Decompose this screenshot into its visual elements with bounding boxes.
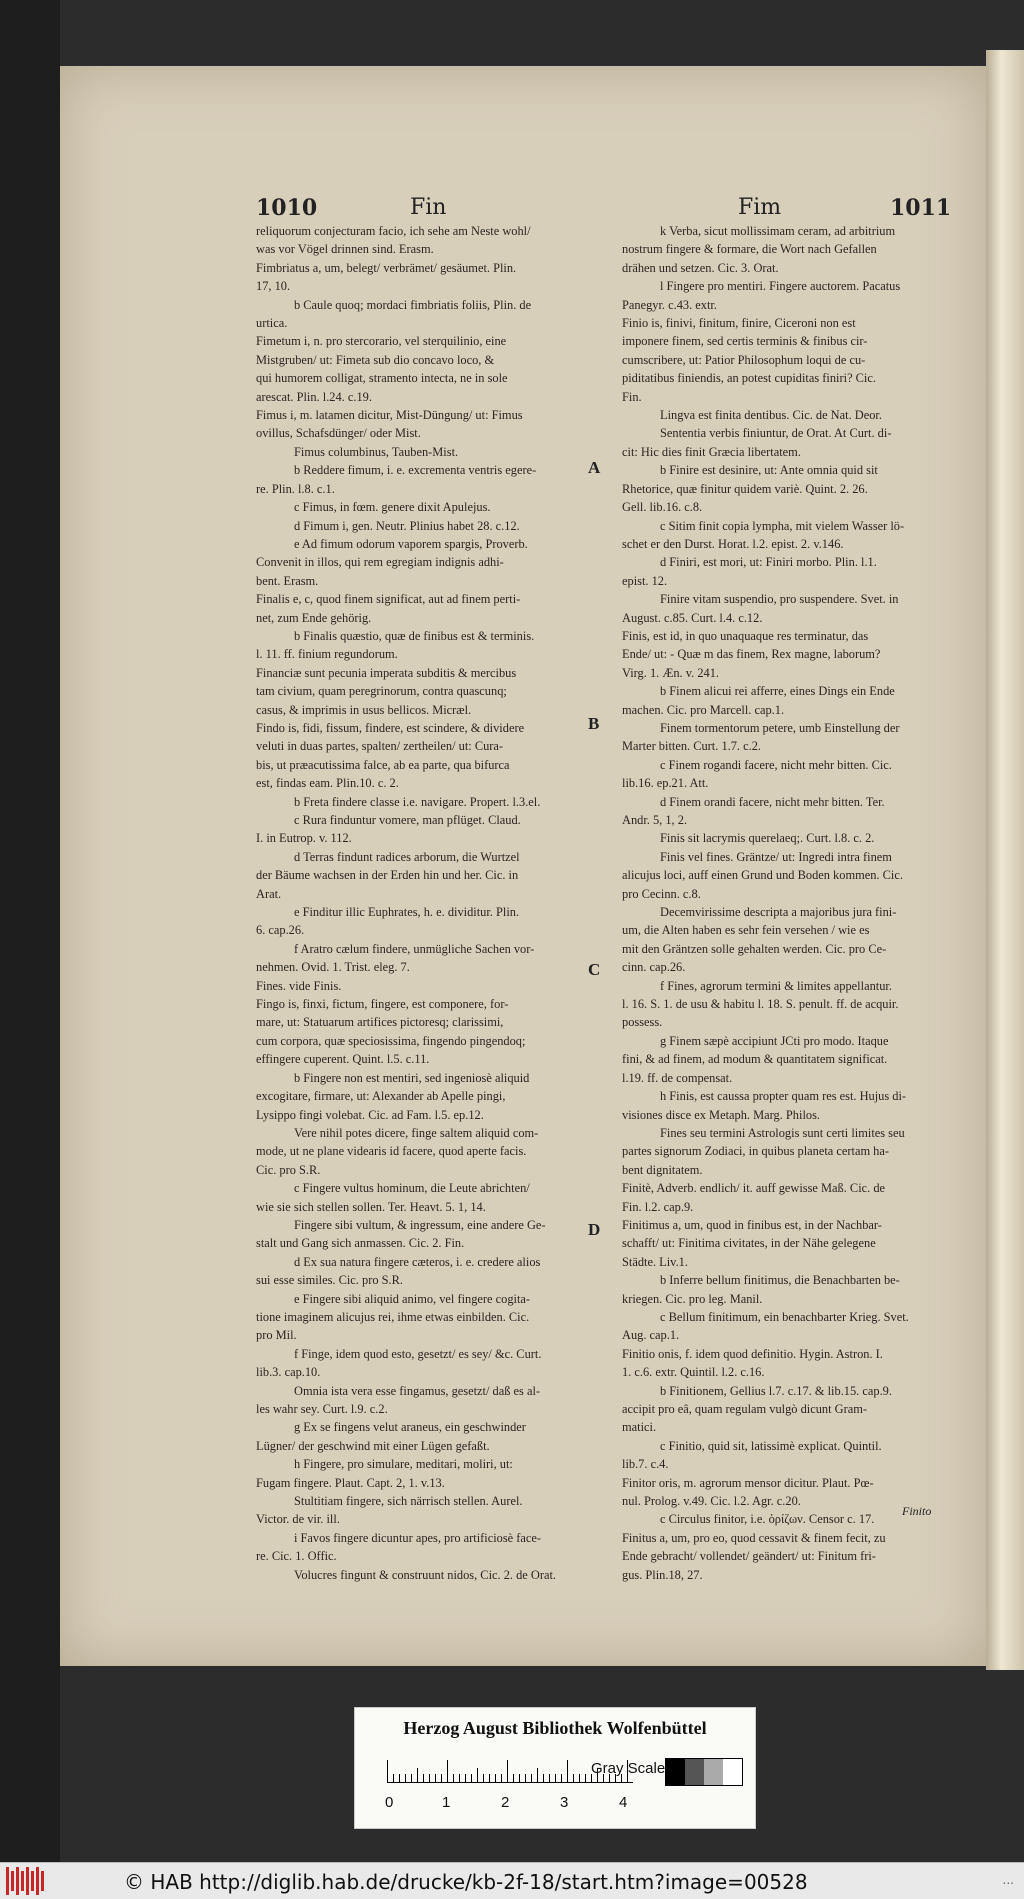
left-column-line: Fimus i, m. latamen dicitur, Mist-Düngung/ ut: Fimus [256,408,523,423]
right-column-line: Finitor oris, m. agrorum mensor dicitur. Plaut. Pœ- [622,1475,874,1490]
left-column-line: bent. Erasm. [256,573,319,588]
left-column-line: Lügner/ der geschwind mit einer Lügen gefaßt. [256,1438,490,1453]
left-column-line: Findo is, fidi, fissum, findere, est scindere, & dividere [256,720,525,735]
catchword: Finito [902,1504,932,1518]
ruler-tick [453,1774,454,1782]
library-name: Herzog August Bibliothek Wolfenbüttel [403,1718,707,1738]
ruler-tick [399,1774,400,1782]
left-column-line: Stultitiam fingere, sich närrisch stellen. Aurel. [294,1494,523,1509]
left-column-line: d Terras findunt radices arborum, die Wurtzel [294,849,520,864]
right-column-line: c Bellum finitimum, ein benachbarter Krieg. Svet. [660,1309,909,1324]
right-column-line: Virg. 1. Æn. v. 241. [622,665,720,680]
ruler-tick [525,1774,526,1782]
right-text-column [622,222,938,1584]
left-column-line: Vere nihil potes dicere, finge saltem aliquid com- [294,1125,539,1140]
ruler-tick [393,1774,394,1782]
right-column-line: k Verba, sicut mollissimam ceram, ad arbitrium [660,224,896,238]
right-column-line: kriegen. Cic. pro leg. Manil. [622,1291,763,1306]
ruler-number-1: 1 [442,1794,451,1811]
left-column-line: Financiæ sunt pecunia imperata subditis & mercibus [256,665,517,680]
left-column-line: b Caule quoq; mordaci fimbriatis foliis, Plin. de [294,297,532,312]
left-column-line: Fingo is, finxi, fictum, fingere, est componere, for- [256,997,509,1012]
gray-swatch [666,1759,685,1785]
ruler-tick [531,1774,532,1782]
hab-logo-icon[interactable] [6,1867,46,1895]
ruler-tick [579,1774,580,1782]
ruler-tick [585,1774,586,1782]
right-column-line: Fines seu termini Astrologis sunt certi limites seu [660,1125,905,1140]
logo-bar [11,1871,14,1891]
left-column-line: Victor. de vir. ill. [256,1512,340,1527]
left-column-line: g Ex se fingens velut araneus, ein geschwinder [294,1420,526,1435]
gray-swatch [723,1759,742,1785]
left-column-line: Mistgruben/ ut: Fimeta sub dio concavo loco, & [256,352,495,367]
ruler-baseline [387,1782,633,1783]
ruler-tick [549,1774,550,1782]
right-column-line: fini, & ad finem, ad modum & quantitatem significat. [622,1052,888,1067]
ruler-tick [429,1774,430,1782]
right-column-line: piditatibus finiendis, an potest cupiditas finiri? Cic. [622,371,876,386]
left-column-line: Fingere sibi vultum, & ingressum, eine andere Ge- [294,1217,546,1232]
ruler-tick [411,1774,412,1782]
right-column-line: Finitio onis, f. idem quod definitio. Hygin. Astron. I. [622,1346,883,1361]
right-column-line: matici. [622,1420,657,1435]
left-page-number: 1010 [256,195,318,221]
left-column-line: Fines. vide Finis. [256,978,342,993]
page-spine-edge [986,50,1024,1670]
right-column-line: 1. c.6. extr. Quintil. l.2. c.16. [622,1365,765,1380]
right-column-line: Sententia verbis finiuntur, de Orat. At Curt. di- [660,426,892,441]
gray-swatch [685,1759,704,1785]
section-letter-a: A [588,458,601,477]
right-column-line: c Sitim finit copia lympha, mit vielem Wasser lö- [660,518,905,533]
ruler-tick [387,1760,388,1782]
left-column-line: b Finalis quæstio, quæ de finibus est & terminis. [294,628,535,643]
right-column-line: Finitus a, um, pro eo, quod cessavit & finem fecit, zu [622,1530,886,1545]
more-icon[interactable]: ... [1002,1873,1014,1887]
logo-bar [41,1871,44,1891]
right-column-line: Rhetorice, quæ finitur quidem variè. Quint. 2. 26. [622,481,868,496]
logo-bar [31,1871,34,1891]
left-column-line: b Fingere non est mentiri, sed ingeniosè aliquid [294,1070,530,1085]
ruler-tick [489,1774,490,1782]
left-column-line: urtica. [256,316,288,331]
right-column-line: Finire vitam suspendio, pro suspendere. Svet. in [660,592,899,607]
left-column-line: Volucres fingunt & construunt nidos, Cic. 2. de Orat. [294,1567,557,1582]
ruler-tick [573,1774,574,1782]
left-column-line: c Fimus, in fœm. genere dixit Apulejus. [294,500,491,515]
right-column-line: alicujus loci, auff einen Grund und Boden kommen. Cic. [622,868,903,883]
right-column-line: Aug. cap.1. [622,1328,680,1343]
viewer-footer-bar [0,1862,1024,1899]
right-column-line: pro Cecinn. c.8. [622,886,701,901]
left-column-line: der Bäume wachsen in der Erden hin und her. Cic. in [256,868,519,883]
left-column-line: Omnia ista vera esse fingamus, gesetzt/ daß es al- [294,1383,541,1398]
right-column-line: l.19. ff. de compensat. [622,1070,733,1085]
ruler-tick [417,1768,418,1782]
ruler-tick [447,1760,448,1782]
copyright-url[interactable]: © HAB http://diglib.hab.de/drucke/kb-2f-18/start.htm?image=00528 [124,1870,808,1894]
ruler-tick [495,1774,496,1782]
right-page-number: 1011 [890,195,952,221]
right-column-line: nul. Prolog. v.49. Cic. l.2. Agr. c.20. [622,1494,801,1509]
right-column-line: possess. [622,1015,663,1030]
left-column-line: 6. cap.26. [256,923,305,938]
ruler-tick [507,1760,508,1782]
ruler-number-2: 2 [501,1794,510,1811]
left-column-line: Convenit in illos, qui rem egregiam indignis adhi- [256,555,504,570]
section-letter-b: B [588,714,600,733]
left-column-line: arescat. Plin. l.24. c.19. [256,389,372,404]
right-column-line: Finem tormentorum petere, umb Einstellung der [660,720,900,735]
right-column-line: Decemvirissime descripta a majoribus jura fini- [660,905,897,920]
right-column-line: Panegyr. c.43. extr. [622,297,717,312]
right-running-head: Fim [738,195,782,220]
right-column-line: gus. Plin.18, 27. [622,1567,703,1582]
left-column-line: ovillus, Schafsdünger/ oder Mist. [256,426,421,441]
left-column-line: Fimus columbinus, Tauben-Mist. [294,444,459,459]
right-column-line: b Finem alicui rei afferre, eines Dings ein Ende [660,684,895,699]
left-column-line: sui esse similes. Cic. pro S.R. [256,1273,403,1288]
ruler-tick [477,1768,478,1782]
left-column-line: Lysippo fingi volebat. Cic. ad Fam. l.5. ep.12. [256,1107,484,1122]
right-column-line: Finis, est id, in quo unaquaque res terminatur, das [622,628,869,643]
right-column-line: Finitè, Adverb. endlich/ it. auff gewisse Maß. Cic. de [622,1181,886,1196]
right-column-line: mit den Gräntzen solle gehalten werden. Cic. pro Ce- [622,941,887,956]
section-letter-c: C [588,960,601,979]
right-column-line: visiones disce ex Metaph. Marg. Philos. [622,1107,821,1122]
left-column-line: d Ex sua natura fingere cæteros, i. e. credere alios [294,1254,541,1269]
left-column-line: re. Cic. 1. Offic. [256,1549,337,1564]
ruler-number-3: 3 [560,1794,569,1811]
left-column-line: h Fingere, pro simulare, meditari, moliri, ut: [294,1457,513,1472]
left-column-line: pro Mil. [256,1328,297,1343]
color-scale-card [354,1707,756,1829]
right-column-line: c Circulus finitor, i.e. ὁρίζων. Censor c. 17. [660,1512,875,1527]
ruler-number-4: 4 [619,1794,628,1811]
left-column-line: veluti in duas partes, spalten/ zertheilen/ ut: Cura- [256,739,504,754]
right-column-line: schafft/ ut: Finitima civitates, in der Nähe gelegene [622,1236,876,1251]
left-column-line: c Rura finduntur vomere, man pflüget. Claud. [294,813,521,827]
logo-bar [36,1867,39,1895]
right-column-line: cumscribere, ut: Patior Philosophum loqui de cu- [622,352,866,367]
right-column-line: Andr. 5, 1, 2. [622,813,688,827]
right-column-line: c Finem rogandi facere, nicht mehr bitten. Cic. [660,757,892,772]
ruler-tick [561,1774,562,1782]
gray-swatch [704,1759,723,1785]
right-column-line: b Finire est desinire, ut: Ante omnia quid sit [660,463,878,478]
section-letter-d: D [588,1220,601,1239]
left-text-column [256,222,586,1584]
right-column-line: Fin. l.2. cap.9. [622,1199,694,1214]
left-column-line: qui humorem colligat, stramento intecta, ne in sole [256,371,508,386]
right-column-line: Finis vel fines. Gräntze/ ut: Ingredi intra finem [660,849,892,864]
right-column-line: c Finitio, quid sit, latissimè explicat. Quintil. [660,1438,882,1453]
left-column-line: Fugam fingere. Plaut. Capt. 2, 1. v.13. [256,1475,445,1490]
left-column-line: est, findas eam. Plin.10. c. 2. [256,776,399,791]
left-column-line: Fimbriatus a, um, belegt/ verbrämet/ gesäumet. Plin. [256,260,517,275]
right-column-line: um, die Alten haben es sehr fein versehen / wie es [622,923,870,938]
left-column-line: 17, 10. [256,279,291,294]
left-column-line: re. Plin. l.8. c.1. [256,481,335,496]
left-column-line: was vor Vögel drinnen sind. Erasm. [256,242,434,257]
right-column-line: b Finitionem, Gellius l.7. c.17. & lib.15. cap.9. [660,1383,892,1398]
left-column-line: wie sie sich stellen sollen. Ter. Heavt. 5. 1, 14. [256,1199,486,1214]
left-column-line: casus, & imprimis in usus bellicos. Micræl. [256,702,472,717]
left-running-head: Fin [410,195,447,220]
ruler-tick [537,1768,538,1782]
right-column-line: lib.7. c.4. [622,1457,669,1472]
ruler-tick [465,1774,466,1782]
right-column-line: g Finem sæpè accipiunt JCti pro modo. Itaque [660,1033,889,1048]
right-column-line: lib.16. ep.21. Att. [622,776,709,791]
left-column-line: I. in Eutrop. v. 112. [256,831,352,846]
right-column-line: Ende/ ut: - Quæ m das finem, Rex magne, laborum? [622,647,881,662]
left-column-line: Finalis e, c, quod finem significat, aut ad finem perti- [256,592,521,607]
ruler-tick [555,1774,556,1782]
left-column-line: Cic. pro S.R. [256,1162,321,1177]
right-column-line: machen. Cic. pro Marcell. cap.1. [622,702,785,717]
ruler-tick [471,1774,472,1782]
left-column-line: nehmen. Ovid. 1. Trist. eleg. 7. [256,960,410,975]
right-column-line: h Finis, est caussa propter quam res est. Hujus di- [660,1089,907,1104]
ruler-tick [483,1774,484,1782]
left-column-line: mare, ut: Statuarum artifices pictoresq; clarissimi, [256,1015,504,1030]
left-column-line: Arat. [256,886,282,901]
left-column-line: Fimetum i, n. pro stercorario, vel sterquilinio, eine [256,334,507,349]
left-column-line: net, zum Ende gehörig. [256,610,372,625]
left-column-line: mode, ut ne plane videaris id facere, quod aperte facis. [256,1144,527,1159]
left-column-line: tam civium, quam peregrinorum, contra quascunq; [256,684,507,699]
right-column-line: imponere finem, sed certis terminis & finibus cir- [622,334,868,349]
right-column-line: cit: Hic dies finit Græcia libertatem. [622,444,801,459]
left-column-line: l. 11. ff. finium regundorum. [256,647,398,662]
ruler-tick [543,1774,544,1782]
ruler-tick [405,1774,406,1782]
ruler-tick [441,1774,442,1782]
left-column-line: tione imaginem alicujus rei, ihme etwas einbilden. Cic. [256,1309,530,1324]
logo-bar [16,1867,19,1895]
right-column-line: Städte. Liv.1. [622,1254,688,1269]
ruler-tick [459,1774,460,1782]
right-column-line: Finitimus a, um, quod in finibus est, in der Nachbar- [622,1217,882,1232]
right-column-line: nostrum fingere & formare, die Wort nach Gefallen [622,242,877,257]
gray-scale-swatches [665,1758,743,1786]
left-column-line: e Ad fimum odorum vaporem spargis, Proverb. [294,536,528,551]
left-column-line: b Freta findere classe i.e. navigare. Propert. l.3.el. [294,794,541,809]
left-column-line: e Fingere sibi aliquid animo, vel fingere cogita- [294,1291,531,1306]
left-column-line: b Reddere fimum, i. e. excrementa ventris egere- [294,463,537,478]
left-column-line: c Fingere vultus hominum, die Leute abrichten/ [294,1181,530,1196]
right-column-line: b Inferre bellum finitimus, die Benachbarten be- [660,1273,900,1288]
logo-bar [21,1871,24,1891]
left-column-line: les wahr sey. Curt. l.9. c.2. [256,1402,388,1416]
left-column-line: i Favos fingere dicuntur apes, pro artificiosè face- [294,1530,542,1545]
left-column-line: effingere cuperent. Quint. l.5. c.11. [256,1052,430,1067]
left-column-line: d Fimum i, gen. Neutr. Plinius habet 28. c.12. [294,518,520,533]
left-column-line: f Aratro cælum findere, unmügliche Sachen vor- [294,941,535,956]
right-column-line: l. 16. S. 1. de usu & habitu l. 18. S. penult. ff. de acquir. [622,997,899,1012]
logo-bar [26,1867,29,1895]
right-column-line: epist. 12. [622,573,668,588]
left-column-line: e Finditur illic Euphrates, h. e. dividitur. Plin. [294,905,520,920]
right-column-line: f Fines, agrorum termini & limites appellantur. [660,978,892,993]
right-column-line: schet er den Durst. Horat. l.2. epist. 2. v.146. [622,536,844,551]
left-column-line: lib.3. cap.10. [256,1365,321,1380]
right-column-line: l Fingere pro mentiri. Fingere auctorem. Pacatus [660,279,901,294]
right-column-line: Lingva est finita dentibus. Cic. de Nat. Deor. [660,408,882,423]
right-column-line: Marter bitten. Curt. 1.7. c.2. [622,739,762,754]
left-column-line: cum corpora, quæ speciosissima, fingendo pingendoq; [256,1033,526,1048]
left-column-line: reliquorum conjecturam facio, ich sehe am Neste wohl/ [256,224,531,238]
ruler-tick [513,1774,514,1782]
right-column-line: cinn. cap.26. [622,960,686,975]
left-column-line: stalt und Gang sich anmassen. Cic. 2. Fin. [256,1236,465,1251]
right-column-line: d Finem orandi facere, nicht mehr bitten. Ter. [660,794,885,809]
right-column-line: accipit pro eâ, quam regulam vulgò dicunt Gram- [622,1402,867,1416]
ruler-tick [567,1760,568,1782]
right-column-line: Finis sit lacrymis querelaeq;. Curt. l.8. c. 2. [660,831,875,846]
right-column-line: drähen und setzen. Cic. 3. Orat. [622,260,779,275]
left-column-line: excogitare, firmare, ut: Alexander ab Apelle pingi, [256,1089,506,1104]
right-column-line: Fin. [622,389,642,404]
scan-background [0,0,60,1898]
right-column-line: Gell. lib.16. c.8. [622,500,703,515]
ruler-number-0: 0 [385,1794,394,1811]
right-column-line: Finio is, finivi, finitum, finire, Ciceroni non est [622,316,856,331]
ruler-tick [519,1774,520,1782]
left-column-line: bis, ut præacutissima falce, ab ea parte, qua bifurca [256,757,510,772]
ruler-tick [423,1774,424,1782]
ruler-tick [435,1774,436,1782]
gray-scale-label: Gray Scale [591,1760,666,1777]
logo-bar [6,1867,9,1895]
right-column-line: partes signorum Zodiaci, in quibus planeta certam ha- [622,1144,890,1159]
right-column-line: August. c.85. Curt. l.4. c.12. [622,610,763,625]
right-column-line: Ende gebracht/ vollendet/ geändert/ ut: Finitum fri- [622,1549,876,1564]
left-column-line: f Finge, idem quod esto, gesetzt/ es sey/ &c. Curt. [294,1346,542,1361]
right-column-line: d Finiri, est mori, ut: Finiri morbo. Plin. l.1. [660,555,877,570]
ruler-tick [501,1774,502,1782]
right-column-line: bent dignitatem. [622,1162,703,1177]
